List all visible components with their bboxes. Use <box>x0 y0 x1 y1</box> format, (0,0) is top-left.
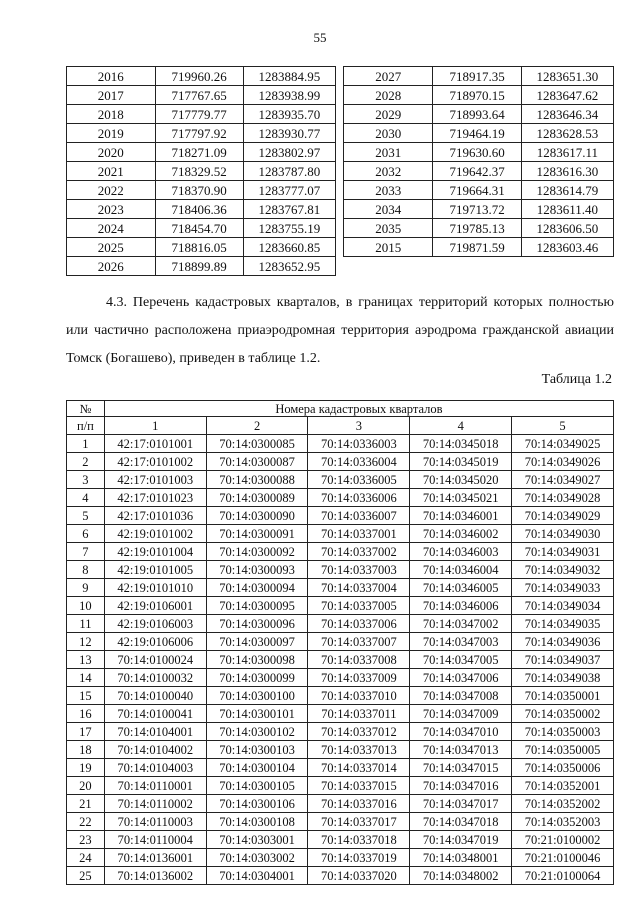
table-cell: 70:14:0347002 <box>410 615 512 633</box>
coordinates-table-left <box>66 66 336 276</box>
table-row <box>67 687 614 705</box>
header-column-number: 1 <box>104 417 206 435</box>
table-row <box>67 813 614 831</box>
table-cell: 70:14:0350003 <box>512 723 614 741</box>
table-cell: 719630.60 <box>433 143 521 162</box>
table-cell: 717779.77 <box>155 105 243 124</box>
table-cell: 70:14:0300089 <box>206 489 308 507</box>
table-cell: 70:14:0337005 <box>308 597 410 615</box>
table-cell: 42:17:0101001 <box>104 435 206 453</box>
table-cell: 2016 <box>67 67 156 86</box>
table-cell: 10 <box>67 597 105 615</box>
table-cell: 70:14:0100024 <box>104 651 206 669</box>
header-column-number: 5 <box>512 417 614 435</box>
table-row <box>344 200 614 219</box>
table-cell: 70:14:0337019 <box>308 849 410 867</box>
table-cell: 70:14:0349038 <box>512 669 614 687</box>
table-cell: 21 <box>67 795 105 813</box>
table-cell: 70:14:0104002 <box>104 741 206 759</box>
table-cell: 70:14:0300091 <box>206 525 308 543</box>
table-cell: 70:14:0345020 <box>410 471 512 489</box>
table-cell: 70:14:0303001 <box>206 831 308 849</box>
table-row <box>344 124 614 143</box>
table-cell: 70:14:0337017 <box>308 813 410 831</box>
header-column-number: 2 <box>206 417 308 435</box>
table-row <box>67 489 614 507</box>
table-cell: 70:14:0347010 <box>410 723 512 741</box>
table-row <box>67 669 614 687</box>
table-row <box>67 795 614 813</box>
table-cell: 70:14:0336004 <box>308 453 410 471</box>
table-cell: 2029 <box>344 105 433 124</box>
table-cell: 1283651.30 <box>521 67 613 86</box>
table-cell: 70:14:0110002 <box>104 795 206 813</box>
table-cell: 2025 <box>67 238 156 257</box>
table-cell: 70:14:0346002 <box>410 525 512 543</box>
table-cell: 1283660.85 <box>243 238 335 257</box>
table-row <box>67 105 336 124</box>
table-cell: 1283755.19 <box>243 219 335 238</box>
table-row <box>344 162 614 181</box>
table-cell: 42:17:0101003 <box>104 471 206 489</box>
table-cell: 70:14:0136002 <box>104 867 206 885</box>
table-row <box>344 67 614 86</box>
table-cell: 719871.59 <box>433 238 521 257</box>
table-row <box>67 219 336 238</box>
table-cell: 18 <box>67 741 105 759</box>
table-header-row <box>67 417 614 435</box>
table-cell: 70:14:0300096 <box>206 615 308 633</box>
table-cell: 1283935.70 <box>243 105 335 124</box>
table-cell: 42:17:0101023 <box>104 489 206 507</box>
table-cell: 719785.13 <box>433 219 521 238</box>
table-cell: 70:14:0300090 <box>206 507 308 525</box>
table-cell: 70:14:0337004 <box>308 579 410 597</box>
table-cell: 2028 <box>344 86 433 105</box>
table-cell: 70:14:0100040 <box>104 687 206 705</box>
table-cell: 719642.37 <box>433 162 521 181</box>
table-row <box>67 705 614 723</box>
table-cell: 70:14:0347019 <box>410 831 512 849</box>
table-cell: 70:14:0337007 <box>308 633 410 651</box>
table-cell: 42:19:0101005 <box>104 561 206 579</box>
table-cell: 11 <box>67 615 105 633</box>
table-cell: 70:14:0304001 <box>206 867 308 885</box>
table-cell: 70:14:0337003 <box>308 561 410 579</box>
table-cell: 42:17:0101002 <box>104 453 206 471</box>
table-header-row <box>67 401 614 417</box>
table-cell: 70:14:0337010 <box>308 687 410 705</box>
table-cell: 70:14:0136001 <box>104 849 206 867</box>
table-cell: 24 <box>67 849 105 867</box>
table-cell: 70:14:0349029 <box>512 507 614 525</box>
table-cell: 70:14:0104003 <box>104 759 206 777</box>
table-cell: 1283767.81 <box>243 200 335 219</box>
table-cell: 4 <box>67 489 105 507</box>
table-cell: 70:14:0300087 <box>206 453 308 471</box>
table-cell: 1283777.07 <box>243 181 335 200</box>
table-row <box>67 238 336 257</box>
table-cell: 2034 <box>344 200 433 219</box>
page-number: 55 <box>313 30 327 45</box>
table-cell: 13 <box>67 651 105 669</box>
table-cell: 70:14:0349031 <box>512 543 614 561</box>
table-cell: 70:21:0100046 <box>512 849 614 867</box>
table-cell: 70:14:0300106 <box>206 795 308 813</box>
table-cell: 70:14:0337014 <box>308 759 410 777</box>
table-cell: 2021 <box>67 162 156 181</box>
table-cell: 42:19:0101010 <box>104 579 206 597</box>
table-cell: 719713.72 <box>433 200 521 219</box>
table-cell: 7 <box>67 543 105 561</box>
table-row <box>67 181 336 200</box>
table-row <box>67 200 336 219</box>
header-column-number: 4 <box>410 417 512 435</box>
table-row <box>67 759 614 777</box>
table-cell: 70:14:0348001 <box>410 849 512 867</box>
table-cell: 70:14:0337002 <box>308 543 410 561</box>
table-row <box>67 143 336 162</box>
table-cell: 2019 <box>67 124 156 143</box>
table-cell: 70:14:0352001 <box>512 777 614 795</box>
table-cell: 70:14:0349032 <box>512 561 614 579</box>
table-cell: 70:14:0349028 <box>512 489 614 507</box>
table-cell: 70:14:0347017 <box>410 795 512 813</box>
table-row <box>344 86 614 105</box>
table-cell: 70:14:0350006 <box>512 759 614 777</box>
table-cell: 70:14:0350002 <box>512 705 614 723</box>
table-cell: 718271.09 <box>155 143 243 162</box>
table-cell: 717797.92 <box>155 124 243 143</box>
table-row <box>344 238 614 257</box>
table-row <box>344 219 614 238</box>
table-cell: 1283646.34 <box>521 105 613 124</box>
table-cell: 42:19:0106006 <box>104 633 206 651</box>
table-row <box>67 453 614 471</box>
table-row <box>344 105 614 124</box>
header-column-number: 3 <box>308 417 410 435</box>
table-cell: 19 <box>67 759 105 777</box>
table-cell: 70:14:0349036 <box>512 633 614 651</box>
table-cell: 6 <box>67 525 105 543</box>
table-cell: 718899.89 <box>155 257 243 276</box>
table-cell: 70:14:0300099 <box>206 669 308 687</box>
table-cell: 5 <box>67 507 105 525</box>
table-row <box>67 633 614 651</box>
table-cell: 15 <box>67 687 105 705</box>
table-cell: 1283647.62 <box>521 86 613 105</box>
table-cell: 70:14:0352003 <box>512 813 614 831</box>
table-row <box>67 257 336 276</box>
table-cell: 2020 <box>67 143 156 162</box>
table-row <box>67 849 614 867</box>
table-row <box>344 143 614 162</box>
header-group-title: Номера кадастровых кварталов <box>104 401 613 417</box>
table-cell: 717767.65 <box>155 86 243 105</box>
table-cell: 70:21:0100064 <box>512 867 614 885</box>
table-cell: 2035 <box>344 219 433 238</box>
table-cell: 70:14:0337001 <box>308 525 410 543</box>
table-cell: 9 <box>67 579 105 597</box>
table-cell: 718329.52 <box>155 162 243 181</box>
table-cell: 718917.35 <box>433 67 521 86</box>
table-cell: 70:14:0347008 <box>410 687 512 705</box>
table-cell: 70:14:0349026 <box>512 453 614 471</box>
table-cell: 70:14:0349037 <box>512 651 614 669</box>
table-row <box>67 561 614 579</box>
table-cell: 70:14:0352002 <box>512 795 614 813</box>
table-cell: 719464.19 <box>433 124 521 143</box>
table-row <box>67 507 614 525</box>
table-cell: 1283938.99 <box>243 86 335 105</box>
table-cell: 70:14:0337013 <box>308 741 410 759</box>
table-cell: 70:14:0345021 <box>410 489 512 507</box>
table-cell: 1 <box>67 435 105 453</box>
table-cell: 1283787.80 <box>243 162 335 181</box>
table-cell: 70:14:0300094 <box>206 579 308 597</box>
table-row <box>67 723 614 741</box>
table-cell: 70:14:0347009 <box>410 705 512 723</box>
table-cell: 70:14:0349035 <box>512 615 614 633</box>
table-cell: 1283628.53 <box>521 124 613 143</box>
table-cell: 70:14:0337018 <box>308 831 410 849</box>
table-cell: 70:14:0347018 <box>410 813 512 831</box>
cadastral-quarters-table <box>66 400 614 885</box>
table-cell: 70:14:0346006 <box>410 597 512 615</box>
table-cell: 70:14:0336007 <box>308 507 410 525</box>
table-cell: 70:14:0349030 <box>512 525 614 543</box>
table-cell: 70:14:0337015 <box>308 777 410 795</box>
table-row <box>67 651 614 669</box>
table-cell: 70:14:0300085 <box>206 435 308 453</box>
table-cell: 70:14:0346003 <box>410 543 512 561</box>
table-cell: 70:14:0346001 <box>410 507 512 525</box>
table-cell: 70:14:0347016 <box>410 777 512 795</box>
table-cell: 70:14:0347013 <box>410 741 512 759</box>
table-cell: 70:14:0300095 <box>206 597 308 615</box>
coordinates-table-right <box>343 66 614 257</box>
table-cell: 2033 <box>344 181 433 200</box>
table-cell: 70:14:0300105 <box>206 777 308 795</box>
table-cell: 70:14:0300092 <box>206 543 308 561</box>
table-row <box>67 831 614 849</box>
table-cell: 70:14:0337016 <box>308 795 410 813</box>
table-row <box>67 124 336 143</box>
table-cell: 70:14:0110001 <box>104 777 206 795</box>
table-cell: 70:14:0336006 <box>308 489 410 507</box>
table-cell: 1283802.97 <box>243 143 335 162</box>
section-paragraph: 4.3. Перечень кадастровых кварталов, в границах территорий которых полностью или частично расположена приаэродромная территория аэродрома гражданской авиации Томск (Богашево), приведен в таблице 1.2. <box>66 295 614 366</box>
table-cell: 70:14:0300108 <box>206 813 308 831</box>
table-row <box>344 181 614 200</box>
table-cell: 70:14:0337020 <box>308 867 410 885</box>
table-cell: 70:14:0303002 <box>206 849 308 867</box>
table-cell: 2 <box>67 453 105 471</box>
table-cell: 70:14:0110003 <box>104 813 206 831</box>
table-cell: 14 <box>67 669 105 687</box>
table-cell: 1283606.50 <box>521 219 613 238</box>
table-cell: 70:14:0300097 <box>206 633 308 651</box>
table-row <box>67 162 336 181</box>
table-row <box>67 525 614 543</box>
table-cell: 70:14:0347005 <box>410 651 512 669</box>
table-cell: 3 <box>67 471 105 489</box>
table-cell: 70:14:0349027 <box>512 471 614 489</box>
table-cell: 20 <box>67 777 105 795</box>
table-cell: 23 <box>67 831 105 849</box>
table-cell: 2032 <box>344 162 433 181</box>
table-cell: 70:14:0350005 <box>512 741 614 759</box>
table-cell: 70:14:0300098 <box>206 651 308 669</box>
table-cell: 719960.26 <box>155 67 243 86</box>
table-cell: 70:14:0300100 <box>206 687 308 705</box>
table-cell: 718970.15 <box>433 86 521 105</box>
table-cell: 2022 <box>67 181 156 200</box>
table-cell: 1283616.30 <box>521 162 613 181</box>
table-cell: 70:14:0300102 <box>206 723 308 741</box>
table-cell: 718816.05 <box>155 238 243 257</box>
table-cell: 70:14:0346004 <box>410 561 512 579</box>
table-cell: 70:14:0345019 <box>410 453 512 471</box>
table-cell: 16 <box>67 705 105 723</box>
table-cell: 70:14:0349034 <box>512 597 614 615</box>
table-cell: 42:19:0106003 <box>104 615 206 633</box>
table-row <box>67 543 614 561</box>
table-cell: 70:14:0347006 <box>410 669 512 687</box>
header-row-number: п/п <box>67 417 105 435</box>
table-cell: 42:17:0101036 <box>104 507 206 525</box>
table-cell: 22 <box>67 813 105 831</box>
table-cell: 70:14:0337012 <box>308 723 410 741</box>
table-cell: 8 <box>67 561 105 579</box>
table-row <box>67 471 614 489</box>
table-cell: 70:14:0350001 <box>512 687 614 705</box>
table-row <box>67 777 614 795</box>
table-cell: 2017 <box>67 86 156 105</box>
table-cell: 70:14:0349025 <box>512 435 614 453</box>
table-cell: 1283611.40 <box>521 200 613 219</box>
table-cell: 2030 <box>344 124 433 143</box>
table-cell: 2031 <box>344 143 433 162</box>
table-cell: 2023 <box>67 200 156 219</box>
table-caption: Таблица 1.2 <box>541 372 612 387</box>
table-cell: 70:14:0300093 <box>206 561 308 579</box>
table-cell: 70:14:0100032 <box>104 669 206 687</box>
table-cell: 70:21:0100002 <box>512 831 614 849</box>
table-cell: 718993.64 <box>433 105 521 124</box>
table-row <box>67 615 614 633</box>
table-cell: 70:14:0348002 <box>410 867 512 885</box>
table-cell: 2024 <box>67 219 156 238</box>
table-cell: 42:19:0101002 <box>104 525 206 543</box>
table-cell: 70:14:0337011 <box>308 705 410 723</box>
table-cell: 718406.36 <box>155 200 243 219</box>
table-cell: 70:14:0337006 <box>308 615 410 633</box>
table-cell: 718454.70 <box>155 219 243 238</box>
table-cell: 70:14:0337008 <box>308 651 410 669</box>
table-row <box>67 435 614 453</box>
table-cell: 718370.90 <box>155 181 243 200</box>
header-number-sign: № <box>67 401 105 417</box>
table-cell: 1283652.95 <box>243 257 335 276</box>
table-cell: 2027 <box>344 67 433 86</box>
table-cell: 70:14:0104001 <box>104 723 206 741</box>
table-cell: 17 <box>67 723 105 741</box>
table-cell: 1283617.11 <box>521 143 613 162</box>
table-cell: 70:14:0345018 <box>410 435 512 453</box>
table-cell: 70:14:0300088 <box>206 471 308 489</box>
table-cell: 70:14:0300101 <box>206 705 308 723</box>
table-cell: 70:14:0337009 <box>308 669 410 687</box>
table-cell: 42:19:0106001 <box>104 597 206 615</box>
table-cell: 2015 <box>344 238 433 257</box>
table-cell: 1283614.79 <box>521 181 613 200</box>
table-cell: 42:19:0101004 <box>104 543 206 561</box>
table-cell: 1283930.77 <box>243 124 335 143</box>
table-row <box>67 867 614 885</box>
table-cell: 70:14:0346005 <box>410 579 512 597</box>
table-cell: 70:14:0336005 <box>308 471 410 489</box>
table-cell: 70:14:0110004 <box>104 831 206 849</box>
table-cell: 2018 <box>67 105 156 124</box>
table-cell: 1283884.95 <box>243 67 335 86</box>
table-cell: 70:14:0336003 <box>308 435 410 453</box>
table-row <box>67 597 614 615</box>
table-row <box>67 579 614 597</box>
table-row <box>67 67 336 86</box>
table-row <box>67 741 614 759</box>
table-cell: 70:14:0349033 <box>512 579 614 597</box>
table-cell: 70:14:0347015 <box>410 759 512 777</box>
table-cell: 719664.31 <box>433 181 521 200</box>
table-cell: 70:14:0300104 <box>206 759 308 777</box>
table-cell: 25 <box>67 867 105 885</box>
table-cell: 1283603.46 <box>521 238 613 257</box>
table-cell: 70:14:0300103 <box>206 741 308 759</box>
table-cell: 2026 <box>67 257 156 276</box>
table-row <box>67 86 336 105</box>
table-cell: 70:14:0100041 <box>104 705 206 723</box>
table-cell: 70:14:0347003 <box>410 633 512 651</box>
table-cell: 12 <box>67 633 105 651</box>
